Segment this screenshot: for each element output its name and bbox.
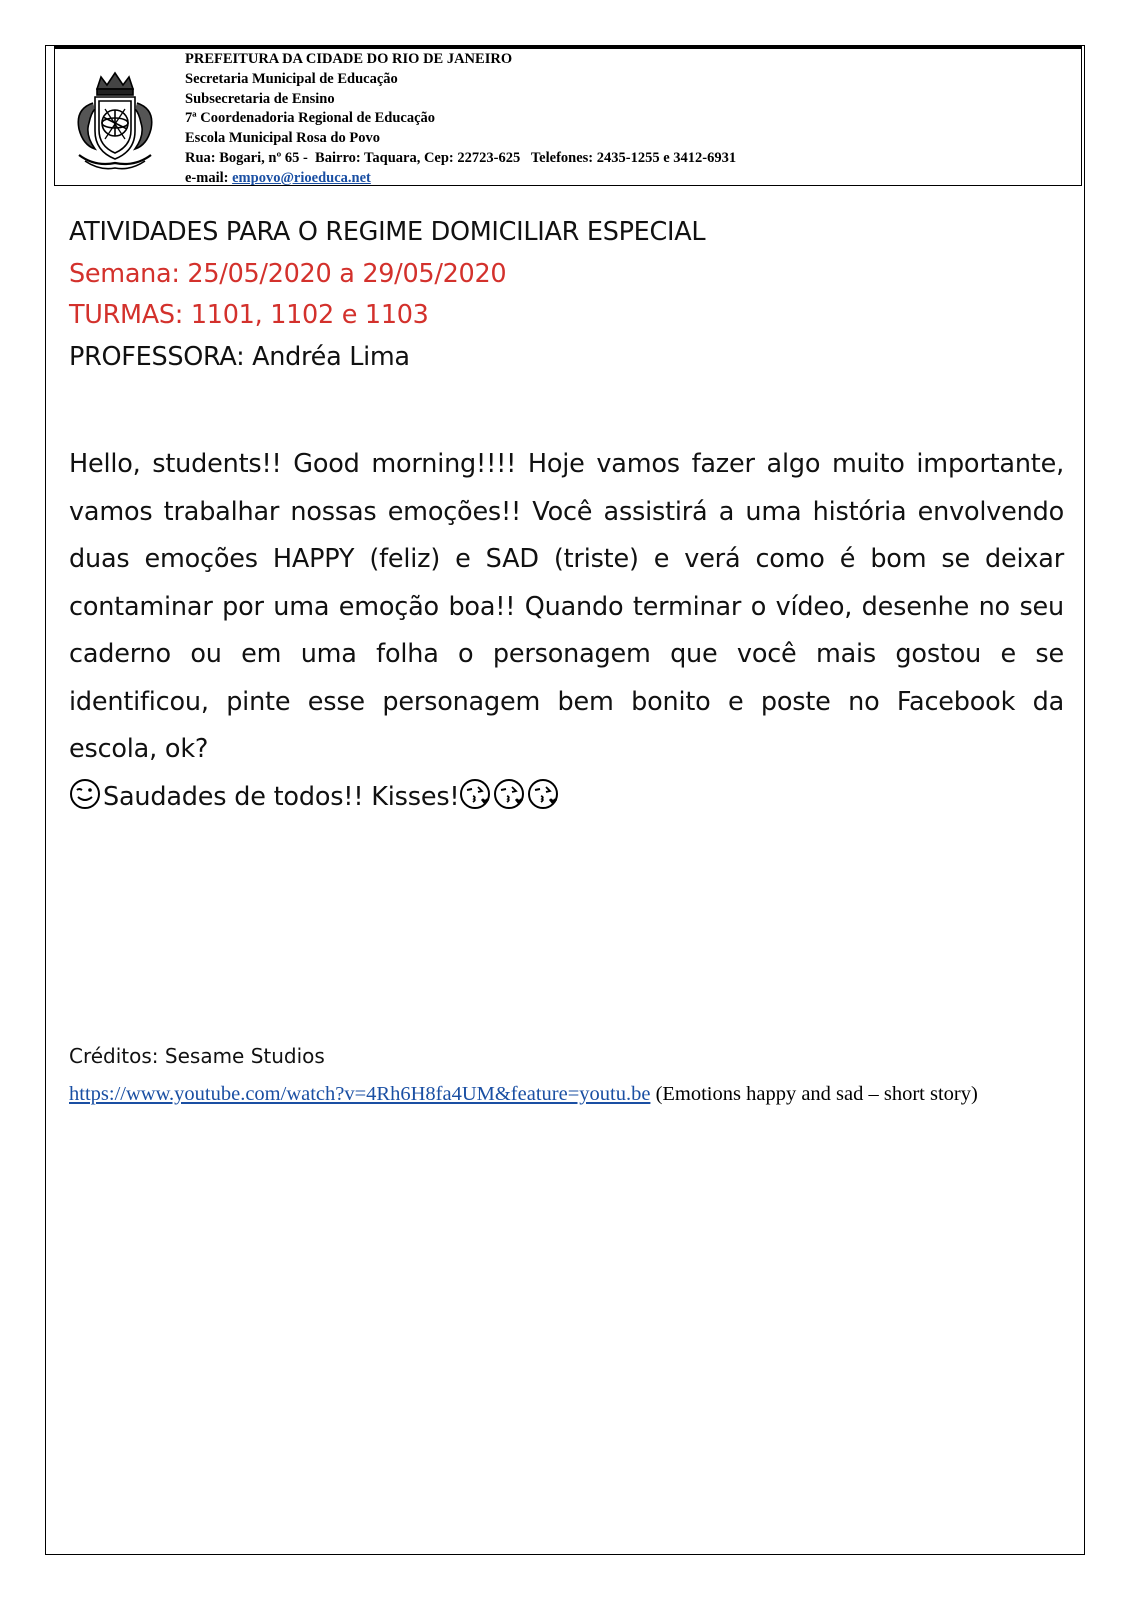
email-link[interactable]: empovo@rioeduca.net: [232, 169, 371, 186]
activity-instructions: [69, 441, 1064, 821]
activity-titles: [69, 212, 705, 378]
video-link[interactable]: https://www.youtube.com/watch?v=4Rh6H8fa4UM&feature=youtu.be: [69, 1083, 651, 1105]
activity-title: ATIVIDADES PARA O REGIME DOMICILIAR ESPECIAL: [69, 217, 706, 247]
letterhead: [54, 46, 1082, 186]
header-line-school: Escola Municipal Rosa do Povo: [185, 130, 380, 147]
kiss-face-icon: [493, 778, 525, 810]
header-line-city: PREFEITURA DA CIDADE DO RIO DE JANEIRO: [185, 51, 513, 67]
video-description: (Emotions happy and sad – short story): [650, 1083, 978, 1105]
kiss-face-icon: [459, 778, 491, 810]
header-line-address: Rua: Bogari, nº 65 - Bairro: Taquara, Cep: 22723-625 Telefones: 2435-1255 e 3412-6931: [185, 149, 737, 166]
week-dates: Semana: 25/05/2020 a 29/05/2020: [69, 258, 507, 289]
header-line-secretariat: Secretaria Municipal de Educação: [185, 70, 398, 87]
letterhead-top-rule: [55, 47, 1081, 49]
wink-face-icon: [69, 778, 101, 810]
credits-label: Créditos: Sesame Studios: [69, 1044, 325, 1068]
video-reference: [69, 1079, 1029, 1109]
instructions-paragraph: Hello, students!! Good morning!!!! Hoje vamos fazer algo muito importante, vamos trabalhar nossas emoções!! Você assistirá a uma história envolvendo duas emoções HAPPY (feliz) e SAD (triste) e verá como é bom se deixar contaminar por uma emoção boa!! Quando terminar o vídeo, desenhe no seu caderno ou em uma folha o personagem que você mais gostou e se identificou, pinte esse personagem bem bonito e poste no Facebook da escola, ok?: [69, 449, 1064, 764]
header-line-coordination: 7ª Coordenadoria Regional de Educação: [185, 110, 436, 127]
letterhead-text: [185, 50, 736, 189]
email-label: e-mail:: [185, 169, 233, 186]
city-crest-icon: [65, 69, 165, 173]
closing-text: Saudades de todos!! Kisses!: [103, 781, 460, 812]
teacher-name: PROFESSORA: Andréa Lima: [69, 341, 410, 372]
header-line-subsecretariat: Subsecretaria de Ensino: [185, 90, 335, 107]
class-list: TURMAS: 1101, 1102 e 1103: [69, 300, 429, 330]
header-line-email: [185, 169, 736, 189]
kiss-face-icon: [527, 778, 559, 810]
